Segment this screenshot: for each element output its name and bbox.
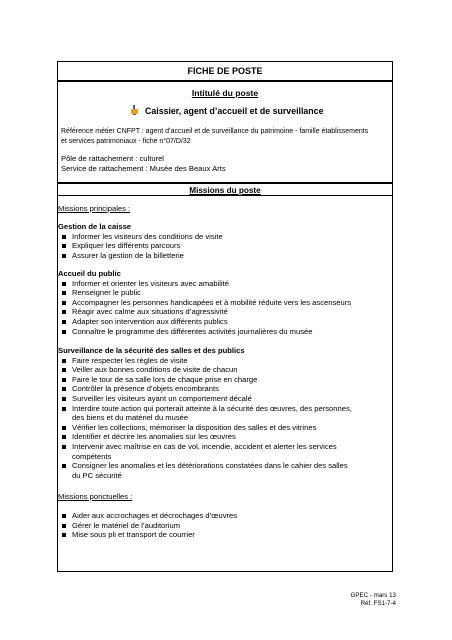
reference-line-1: Référence métier CNFPT : agent d’accueil et de surveillance du patrimoine - famille établissements: [61, 128, 369, 135]
pole-rattachement: Pôle de rattachement : culturel: [61, 154, 164, 163]
list-item: Réagir avec calme aux situations d’agressivité: [58, 307, 351, 317]
job-title-row: [130, 105, 323, 116]
list-item: Gérer le matériel de l’auditorium: [58, 521, 237, 531]
list-item: Connaître le programme des différentes activités journalières du musée: [58, 327, 351, 337]
list-item: Vérifier les collections, mémoriser la disposition des salles et des vitrines: [58, 423, 352, 433]
list-item: Interdire toute action qui porterait atteinte à la sécurité des œuvres, des personnes,: [58, 404, 352, 414]
list-item: Informer et orienter les visiteurs avec amabilité: [58, 279, 351, 289]
list-item: Adapter son intervention aux différents publics: [58, 317, 351, 327]
section-accueil-public: [58, 269, 351, 336]
list-item: Veiller aux bonnes conditions de visite de chacun: [58, 365, 352, 375]
list-item: Identifier et décrire les anomalies sur les œuvres: [58, 432, 352, 442]
list-item: Accompagner les personnes handicapées et à mobilité réduite vers les ascenseurs: [58, 298, 351, 308]
list-item: Faire le tour de sa salle lors de chaque prise en charge: [58, 375, 352, 385]
header-box: [57, 61, 393, 81]
list-item: Expliquer les différents parcours: [58, 241, 223, 251]
hand-pointer-icon: [130, 105, 139, 115]
list-item: Aider aux accrochages et décrochages d’œuvres: [58, 511, 237, 521]
missions-principales-label: Missions principales :: [58, 204, 131, 213]
list-item: Consigner les anomalies et les détériorations constatées dans le cahier des salles: [58, 461, 352, 471]
section-gestion-caisse: [58, 222, 223, 260]
intitule-box: [57, 81, 393, 183]
list-item: Informer les visiteurs des conditions de visite: [58, 232, 223, 242]
list-item: Assurer la gestion de la billetterie: [58, 251, 223, 261]
service-rattachement: Service de rattachement : Musée des Beaux Arts: [61, 164, 226, 173]
missions-divider: [57, 195, 393, 196]
list-item: Intervenir avec maîtrise en cas de vol, incendie, accident et alerter les services: [58, 442, 352, 452]
section-heading: Gestion de la caisse: [58, 222, 132, 231]
list-item-continuation: compétents: [72, 451, 112, 461]
list-item: Surveiller les visiteurs ayant un comportement décalé: [58, 394, 352, 404]
reference-line-2: et services patrimoniaux - fiche n°07/D/32: [61, 138, 191, 145]
section-surveillance: [58, 346, 352, 480]
missions-ponctuelles-label: Missions ponctuelles :: [58, 492, 133, 501]
list-item-continuation: des biens et du matériel du musée: [72, 413, 189, 423]
page-title: FICHE DE POSTE: [187, 66, 263, 76]
missions-title: Missions du poste: [189, 186, 261, 195]
section-heading: Accueil du public: [58, 269, 121, 278]
list-item: Contrôler la présence d’objets encombrants: [58, 384, 352, 394]
list-item: Mise sous pli et transport de courrier: [58, 530, 237, 540]
list-item: Renseigner le public: [58, 288, 351, 298]
list-item: Faire respecter les règles de visite: [58, 356, 352, 366]
section-heading: Surveillance de la sécurité des salles et des publics: [58, 346, 245, 355]
intitule-label: Intitulé du poste: [191, 88, 259, 98]
list-item-continuation: du PC sécurité: [72, 470, 122, 480]
footer-line-2: Réf. FS1-7-4: [360, 600, 396, 607]
job-title: Caissier, agent d’accueil et de surveillance: [145, 106, 324, 116]
section-ponctuelles: [58, 511, 237, 540]
footer-line-1: GPEC - mars 13: [350, 592, 396, 599]
